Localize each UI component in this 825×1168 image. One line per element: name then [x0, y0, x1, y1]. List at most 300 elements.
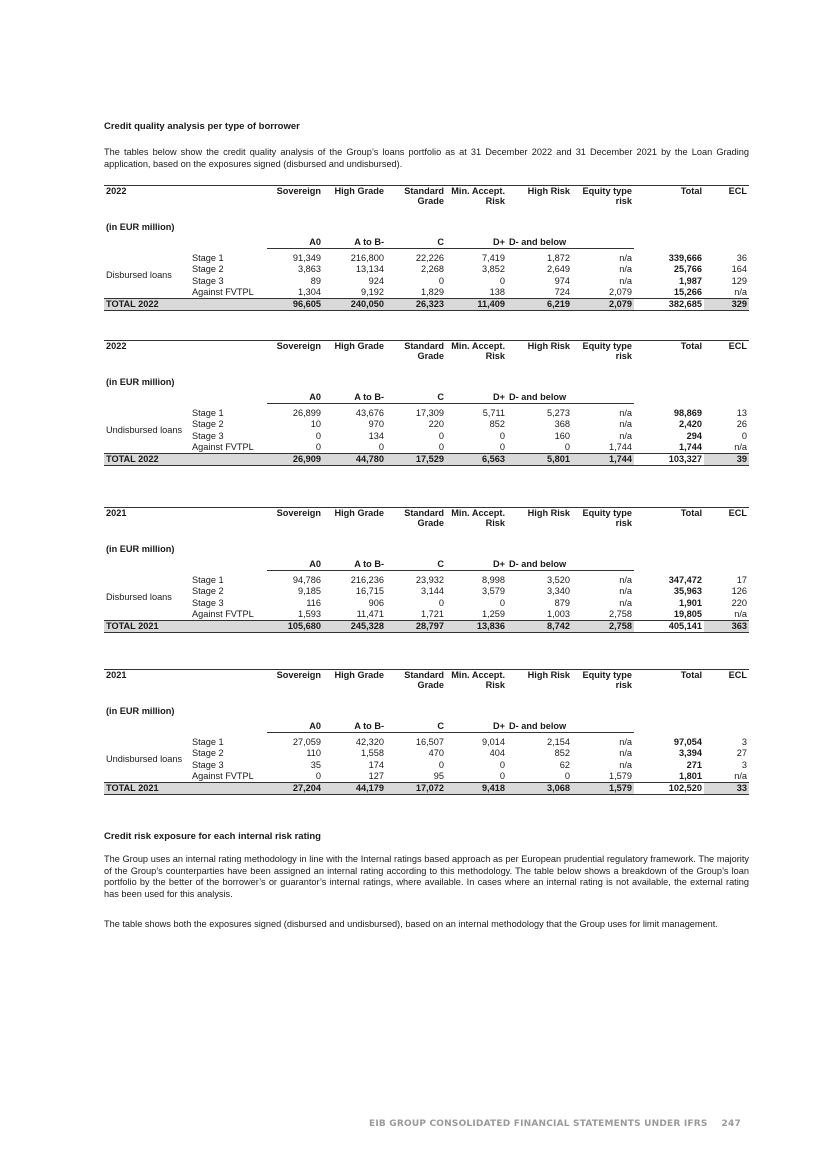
- table-row: [104, 430, 749, 441]
- table-year: 2021: [104, 670, 267, 707]
- value-cell: 1,901: [679, 597, 703, 608]
- value-cell: 1,579: [609, 771, 633, 782]
- subheader-spacer: [572, 706, 634, 732]
- column-header: ECL: [704, 341, 749, 378]
- value-cell: 16,715: [355, 586, 385, 597]
- total-cell: 5,801: [507, 454, 572, 466]
- value-cell: 220: [428, 419, 445, 430]
- table-2022-undisbursed: [104, 340, 749, 466]
- value-cell: n/a: [734, 287, 748, 298]
- column-header: High Grade: [323, 670, 386, 707]
- row-stage-label: Stage 1: [192, 407, 224, 418]
- value-cell: 0: [499, 771, 506, 782]
- footer-title: EIB GROUP CONSOLIDATED FINANCIAL STATEMENTS UNDER IFRS: [369, 1119, 708, 1129]
- unit-label: (in EUR million): [106, 377, 175, 387]
- row-stage-label: Against FVTPL: [192, 287, 254, 298]
- unit-label: (in EUR million): [106, 544, 175, 554]
- value-cell: 25,766: [673, 264, 703, 275]
- value-cell: n/a: [734, 609, 748, 620]
- value-cell: 1,003: [547, 609, 571, 620]
- value-cell: n/a: [619, 748, 633, 759]
- value-cell: 3,863: [298, 264, 322, 275]
- value-cell: 17: [736, 574, 748, 585]
- table-row: [104, 442, 749, 454]
- table-row: [104, 586, 749, 597]
- value-cell: 974: [554, 275, 571, 286]
- value-cell: 13,134: [355, 264, 385, 275]
- value-cell: n/a: [619, 759, 633, 770]
- total-cell: 103,327: [634, 454, 704, 466]
- table-row: [104, 253, 749, 264]
- table-2021-undisbursed: [104, 669, 749, 795]
- value-cell: 0: [438, 275, 445, 286]
- value-cell: 23,932: [415, 574, 445, 585]
- subcolumn-header: D+: [446, 706, 507, 732]
- value-cell: n/a: [619, 252, 633, 263]
- total-cell: 17,072: [386, 783, 446, 795]
- column-header: Sovereign: [267, 670, 323, 707]
- table-row: [104, 264, 749, 275]
- subcolumn-header: A to B-: [323, 377, 386, 403]
- total-cell: 245,328: [323, 621, 386, 633]
- subcolumn-header: C: [386, 222, 446, 248]
- total-cell: 3,068: [507, 783, 572, 795]
- table-row: [104, 609, 749, 621]
- value-cell: 2,154: [547, 736, 571, 747]
- total-cell: 363: [704, 621, 749, 633]
- value-cell: 879: [554, 597, 571, 608]
- subheader-row: [104, 377, 749, 403]
- total-row: [104, 454, 749, 466]
- subcolumn-header: D- and below: [507, 377, 572, 403]
- value-cell: 160: [554, 430, 571, 441]
- total-cell: 1,744: [572, 454, 634, 466]
- subheader-spacer: [634, 222, 704, 248]
- subcolumn-header: C: [386, 544, 446, 570]
- total-cell: 11,409: [446, 299, 507, 311]
- value-cell: 404: [489, 748, 506, 759]
- value-cell: 852: [554, 748, 571, 759]
- value-cell: n/a: [619, 736, 633, 747]
- value-cell: 98,869: [673, 407, 703, 418]
- total-cell: 26,323: [386, 299, 446, 311]
- total-spacer: [190, 299, 267, 311]
- value-cell: 347,472: [668, 574, 703, 585]
- value-cell: 2,420: [679, 419, 703, 430]
- value-cell: 2,268: [421, 264, 445, 275]
- total-cell: 2,758: [572, 621, 634, 633]
- value-cell: 2,649: [547, 264, 571, 275]
- value-cell: 3,579: [482, 586, 506, 597]
- total-cell: 28,797: [386, 621, 446, 633]
- value-cell: 7,419: [482, 252, 506, 263]
- value-cell: 0: [564, 442, 571, 453]
- total-cell: 405,141: [634, 621, 704, 633]
- column-header: ECL: [704, 186, 749, 223]
- total-cell: 102,520: [634, 783, 704, 795]
- value-cell: 970: [368, 419, 385, 430]
- subheader-spacer: [572, 544, 634, 570]
- subcolumn-header: A to B-: [323, 222, 386, 248]
- value-cell: 110: [306, 748, 322, 759]
- column-header: Min. Accept. Risk: [446, 508, 507, 545]
- row-stage-label: Stage 1: [192, 574, 224, 585]
- value-cell: 1,744: [609, 442, 633, 453]
- table-year: 2022: [104, 186, 267, 223]
- value-cell: 89: [310, 275, 322, 286]
- value-cell: 0: [438, 442, 445, 453]
- value-cell: 26: [736, 419, 748, 430]
- column-header: Min. Accept. Risk: [446, 670, 507, 707]
- subheader-spacer: [572, 377, 634, 403]
- value-cell: 271: [686, 759, 703, 770]
- column-header: Sovereign: [267, 341, 323, 378]
- value-cell: 1,872: [547, 252, 571, 263]
- page-footer: [369, 1119, 741, 1129]
- value-cell: 924: [368, 275, 385, 286]
- value-cell: 2,758: [609, 609, 633, 620]
- total-cell: 6,563: [446, 454, 507, 466]
- value-cell: 95: [433, 771, 445, 782]
- column-header: Total: [634, 508, 704, 545]
- row-stage-label: Stage 3: [192, 597, 224, 608]
- subcolumn-header: D+: [446, 222, 507, 248]
- limit-paragraph: The table shows both the exposures signed (disbursed and undisbursed), based on an internal methodology that the Group uses for limit management.: [104, 919, 718, 929]
- row-stage-label: Stage 1: [192, 736, 224, 747]
- header-row: [104, 670, 749, 707]
- subcolumn-header: A to B-: [323, 544, 386, 570]
- value-cell: 35: [310, 759, 322, 770]
- subheader-spacer: [634, 706, 704, 732]
- value-cell: 138: [489, 287, 506, 298]
- value-cell: 2,079: [609, 287, 633, 298]
- total-cell: 33: [704, 783, 749, 795]
- total-row: [104, 621, 749, 633]
- column-header: Total: [634, 341, 704, 378]
- value-cell: n/a: [619, 586, 633, 597]
- row-stage-label: Stage 2: [192, 419, 224, 430]
- row-stage-label: Stage 3: [192, 759, 224, 770]
- value-cell: 1,593: [298, 609, 322, 620]
- value-cell: 26,899: [292, 407, 322, 418]
- table-row: [104, 287, 749, 299]
- value-cell: 1,801: [679, 771, 703, 782]
- row-stage-label: Stage 3: [192, 275, 224, 286]
- data-table: [104, 340, 749, 466]
- subheader-spacer: [634, 377, 704, 403]
- column-header: High Risk: [507, 670, 572, 707]
- value-cell: 94,786: [292, 574, 322, 585]
- subcolumn-header: D+: [446, 377, 507, 403]
- value-cell: 91,349: [292, 252, 322, 263]
- column-header: High Risk: [507, 508, 572, 545]
- subcolumn-header: A0: [267, 222, 323, 248]
- value-cell: 1,721: [421, 609, 445, 620]
- row-group-label: Disbursed loans: [106, 591, 172, 602]
- value-cell: 220: [731, 597, 748, 608]
- value-cell: n/a: [619, 597, 633, 608]
- table-row: [104, 771, 749, 783]
- table-row: [104, 597, 749, 608]
- row-group-label: Undisbursed loans: [106, 424, 183, 435]
- value-cell: 10: [310, 419, 322, 430]
- value-cell: 8,998: [482, 574, 506, 585]
- column-header: Standard Grade: [386, 341, 446, 378]
- subheader-row: [104, 706, 749, 732]
- value-cell: 0: [564, 771, 571, 782]
- table-2021-disbursed: [104, 507, 749, 633]
- row-stage-label: Against FVTPL: [192, 771, 254, 782]
- value-cell: 17,309: [415, 407, 445, 418]
- subheader-spacer: [634, 544, 704, 570]
- value-cell: 3,520: [547, 574, 571, 585]
- value-cell: n/a: [619, 430, 633, 441]
- value-cell: 62: [559, 759, 571, 770]
- value-cell: 0: [315, 442, 322, 453]
- value-cell: 470: [428, 748, 445, 759]
- value-cell: n/a: [734, 442, 748, 453]
- value-cell: 906: [368, 597, 385, 608]
- column-header: Standard Grade: [386, 508, 446, 545]
- value-cell: 0: [499, 430, 506, 441]
- row-stage-label: Stage 1: [192, 252, 224, 263]
- row-stage-label: Against FVTPL: [192, 609, 254, 620]
- intro-paragraph: The tables below show the credit quality analysis of the Group’s loans portfolio as at 31 December 2022 and 31 December 2021 by the Loan Grading application, based on the exposures signed (disbursed and undisbursed).: [104, 147, 749, 169]
- total-cell: 39: [704, 454, 749, 466]
- value-cell: 0: [499, 275, 506, 286]
- page-number: 247: [721, 1119, 741, 1129]
- column-header: Equity type risk: [572, 670, 634, 707]
- value-cell: 0: [438, 759, 445, 770]
- value-cell: 35,963: [673, 586, 703, 597]
- table-2022-disbursed: [104, 185, 749, 311]
- header-row: [104, 508, 749, 545]
- value-cell: 5,273: [547, 407, 571, 418]
- row-group-label: Undisbursed loans: [106, 753, 183, 764]
- value-cell: 0: [438, 430, 445, 441]
- value-cell: 3,394: [679, 748, 703, 759]
- value-cell: 852: [489, 419, 506, 430]
- value-cell: 9,192: [361, 287, 385, 298]
- unit-label: (in EUR million): [106, 706, 175, 716]
- value-cell: 3,852: [482, 264, 506, 275]
- value-cell: 27,059: [292, 736, 322, 747]
- subcolumn-header: D- and below: [507, 544, 572, 570]
- subcolumn-header: A to B-: [323, 706, 386, 732]
- value-cell: 19,805: [673, 609, 703, 620]
- value-cell: 15,266: [673, 287, 703, 298]
- subheader-row: [104, 222, 749, 248]
- column-header: High Grade: [323, 341, 386, 378]
- subcolumn-header: A0: [267, 544, 323, 570]
- value-cell: 174: [368, 759, 385, 770]
- total-cell: 382,685: [634, 299, 704, 311]
- value-cell: 1,829: [421, 287, 445, 298]
- value-cell: 116: [306, 597, 322, 608]
- column-header: Standard Grade: [386, 186, 446, 223]
- data-table: [104, 507, 749, 633]
- table-row: [104, 748, 749, 759]
- subheader-spacer: [704, 377, 749, 403]
- value-cell: 126: [731, 586, 748, 597]
- value-cell: 27: [736, 748, 748, 759]
- column-header: ECL: [704, 508, 749, 545]
- subheader-spacer: [704, 544, 749, 570]
- column-header: High Grade: [323, 508, 386, 545]
- total-spacer: [190, 621, 267, 633]
- header-row: [104, 341, 749, 378]
- column-header: High Grade: [323, 186, 386, 223]
- value-cell: 5,711: [482, 407, 506, 418]
- column-header: Equity type risk: [572, 508, 634, 545]
- value-cell: 1,304: [298, 287, 322, 298]
- subheader-spacer: [704, 222, 749, 248]
- value-cell: 129: [731, 275, 748, 286]
- column-header: High Risk: [507, 341, 572, 378]
- column-header: Sovereign: [267, 508, 323, 545]
- row-group-label: Disbursed loans: [106, 269, 172, 280]
- subcolumn-header: D- and below: [507, 222, 572, 248]
- total-cell: 17,529: [386, 454, 446, 466]
- value-cell: 1,987: [679, 275, 703, 286]
- total-cell: 44,780: [323, 454, 386, 466]
- column-header: Sovereign: [267, 186, 323, 223]
- subcolumn-header: A0: [267, 377, 323, 403]
- column-header: ECL: [704, 670, 749, 707]
- value-cell: 42,320: [355, 736, 385, 747]
- row-stage-label: Stage 2: [192, 264, 224, 275]
- total-cell: 329: [704, 299, 749, 311]
- subcolumn-header: C: [386, 706, 446, 732]
- value-cell: 1,259: [482, 609, 506, 620]
- column-header: Standard Grade: [386, 670, 446, 707]
- table-year: 2022: [104, 341, 267, 378]
- section-heading-credit-risk: Credit risk exposure for each internal risk rating: [104, 831, 321, 842]
- total-cell: 8,742: [507, 621, 572, 633]
- total-cell: 26,909: [267, 454, 323, 466]
- rating-paragraph: The Group uses an internal rating methodology in line with the Internal ratings based approach as per European prudential regulatory framework. The majority of the Group’s counterparties have been assigned an internal rating according to this methodology. The table below shows a breakdown of the Group’s loan portfolio by the better of the borrower’s or guarantor’s internal ratings, where available. In cases where an internal rating is not available, the external rating has been used for this analysis.: [104, 854, 749, 899]
- table-row: [104, 575, 749, 586]
- value-cell: 3: [741, 759, 748, 770]
- data-table: [104, 669, 749, 795]
- subheader-spacer: [704, 706, 749, 732]
- column-header: Total: [634, 670, 704, 707]
- total-cell: 6,219: [507, 299, 572, 311]
- data-table: [104, 185, 749, 311]
- total-cell: 240,050: [323, 299, 386, 311]
- total-row: [104, 783, 749, 795]
- table-row: [104, 737, 749, 748]
- column-header: Equity type risk: [572, 186, 634, 223]
- total-cell: 9,418: [446, 783, 507, 795]
- total-row: [104, 299, 749, 311]
- total-cell: 105,680: [267, 621, 323, 633]
- value-cell: 368: [554, 419, 571, 430]
- value-cell: 97,054: [673, 736, 703, 747]
- column-header: Equity type risk: [572, 341, 634, 378]
- subheader-spacer: [572, 222, 634, 248]
- value-cell: 43,676: [355, 407, 385, 418]
- value-cell: 216,236: [350, 574, 385, 585]
- value-cell: 9,014: [482, 736, 506, 747]
- total-spacer: [190, 454, 267, 466]
- value-cell: 294: [686, 430, 703, 441]
- value-cell: n/a: [619, 275, 633, 286]
- value-cell: 134: [368, 430, 385, 441]
- total-label: TOTAL 2022: [104, 299, 190, 311]
- value-cell: 11,471: [356, 609, 385, 620]
- value-cell: n/a: [619, 264, 633, 275]
- value-cell: 22,226: [415, 252, 445, 263]
- value-cell: 0: [378, 442, 385, 453]
- value-cell: 9,185: [298, 586, 322, 597]
- column-header: High Risk: [507, 186, 572, 223]
- total-spacer: [190, 783, 267, 795]
- value-cell: 3: [741, 736, 748, 747]
- total-label: TOTAL 2021: [104, 621, 190, 633]
- total-label: TOTAL 2021: [104, 783, 190, 795]
- value-cell: 0: [741, 430, 748, 441]
- column-header: Min. Accept. Risk: [446, 341, 507, 378]
- row-stage-label: Against FVTPL: [192, 442, 254, 453]
- subheader-row: [104, 544, 749, 570]
- total-label: TOTAL 2022: [104, 454, 190, 466]
- column-header: Min. Accept. Risk: [446, 186, 507, 223]
- value-cell: 0: [438, 597, 445, 608]
- value-cell: n/a: [619, 419, 633, 430]
- total-cell: 44,179: [323, 783, 386, 795]
- row-stage-label: Stage 2: [192, 748, 224, 759]
- table-row: [104, 419, 749, 430]
- subcolumn-header: D- and below: [507, 706, 572, 732]
- value-cell: 164: [731, 264, 748, 275]
- value-cell: 3,340: [547, 586, 571, 597]
- value-cell: 1,558: [361, 748, 385, 759]
- header-row: [104, 186, 749, 223]
- value-cell: 0: [315, 771, 322, 782]
- unit-label: (in EUR million): [106, 222, 175, 232]
- value-cell: 216,800: [350, 252, 385, 263]
- value-cell: 36: [736, 252, 748, 263]
- row-stage-label: Stage 2: [192, 586, 224, 597]
- value-cell: 1,744: [679, 442, 703, 453]
- row-stage-label: Stage 3: [192, 430, 224, 441]
- value-cell: 16,507: [415, 736, 445, 747]
- table-row: [104, 408, 749, 419]
- value-cell: 127: [368, 771, 385, 782]
- table-year: 2021: [104, 508, 267, 545]
- value-cell: n/a: [619, 407, 633, 418]
- value-cell: 724: [554, 287, 571, 298]
- total-cell: 2,079: [572, 299, 634, 311]
- table-row: [104, 275, 749, 286]
- value-cell: 0: [499, 597, 506, 608]
- value-cell: 0: [499, 442, 506, 453]
- table-row: [104, 759, 749, 770]
- value-cell: n/a: [734, 771, 748, 782]
- section-heading-credit-quality: Credit quality analysis per type of borrower: [104, 121, 300, 132]
- value-cell: 339,666: [668, 252, 703, 263]
- column-header: Total: [634, 186, 704, 223]
- total-cell: 1,579: [572, 783, 634, 795]
- total-cell: 13,836: [446, 621, 507, 633]
- subcolumn-header: A0: [267, 706, 323, 732]
- value-cell: 13: [736, 407, 748, 418]
- value-cell: 0: [499, 759, 506, 770]
- total-cell: 27,204: [267, 783, 323, 795]
- subcolumn-header: C: [386, 377, 446, 403]
- value-cell: n/a: [619, 574, 633, 585]
